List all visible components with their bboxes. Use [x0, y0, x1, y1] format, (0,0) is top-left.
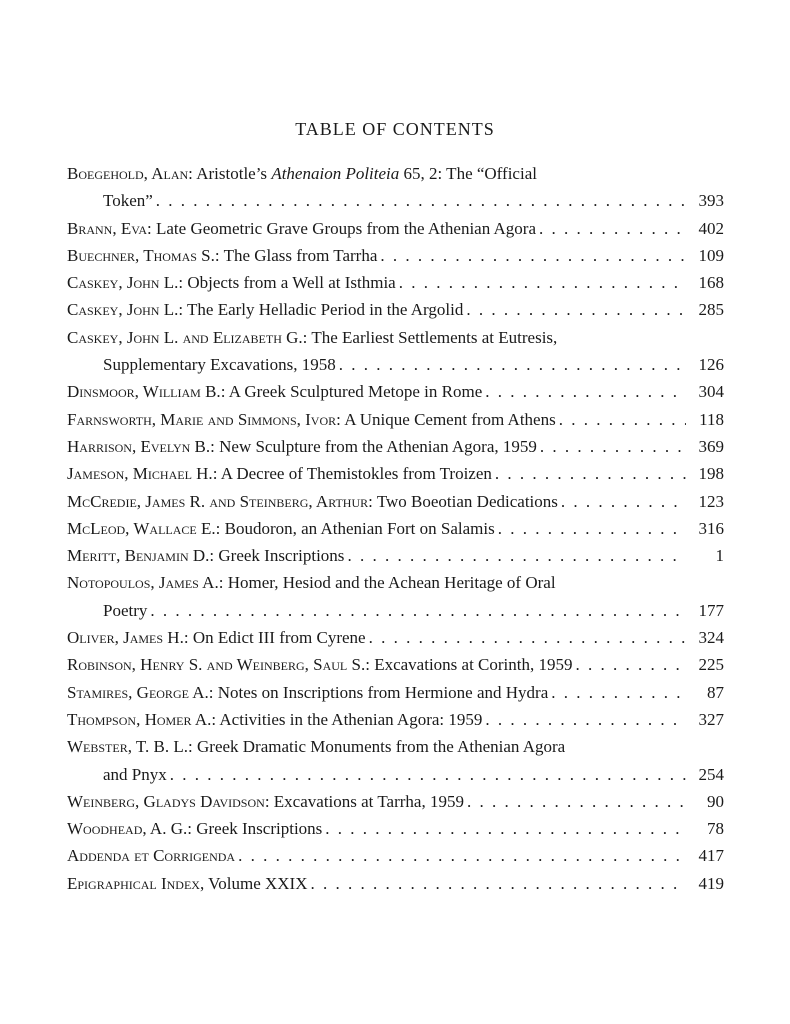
- entry-title: Greek Dramatic Monuments from the Athenian Agora: [197, 737, 566, 757]
- entry-title: A Unique Cement from Athens: [344, 409, 556, 429]
- entry-continuation-line: [67, 187, 724, 214]
- entry-page-number: 327: [698, 709, 724, 729]
- toc-list: [67, 160, 724, 897]
- dot-leader: [485, 706, 686, 733]
- entry-author: Boegehold, Alan: [67, 164, 189, 183]
- entry-first-line: [67, 215, 724, 242]
- entry-author: Jameson, Michael H.: [67, 464, 213, 484]
- dot-leader: [540, 433, 686, 460]
- entry-text: [67, 460, 492, 487]
- entry-separator: :: [210, 436, 220, 456]
- dot-leader: [399, 269, 686, 296]
- dot-leader: [466, 296, 686, 323]
- dot-leader: [170, 761, 686, 788]
- entry-first-line: [67, 815, 724, 842]
- entry-author: Farnsworth, Marie and Simmons, Ivor: [67, 409, 337, 429]
- dot-leader: [551, 679, 686, 706]
- entry-title: Aristotle’s: [196, 164, 272, 183]
- dot-leader: [339, 351, 686, 378]
- entry-title: Two Boeotian Dedications: [376, 491, 558, 511]
- dot-leader: [238, 842, 686, 869]
- entry-first-line: [67, 488, 724, 515]
- entry-page-number: 168: [698, 273, 724, 293]
- entry-title-continuation: Token”: [103, 191, 153, 211]
- toc-entry: [67, 378, 724, 405]
- entry-title-continuation: and Pnyx: [103, 764, 167, 784]
- entry-title: On Edict III from Cyrene: [192, 628, 366, 648]
- toc-entry: [67, 569, 724, 624]
- entry-title: The Glass from Tarrha: [223, 245, 378, 265]
- entry-page-number: 1: [715, 546, 724, 566]
- entry-continuation-line: [67, 597, 724, 624]
- toc-entry: [67, 296, 724, 323]
- entry-separator: :: [208, 682, 218, 702]
- entry-separator: :: [264, 791, 274, 811]
- entry-title: A Decree of Themistokles from Troizen: [220, 464, 492, 484]
- toc-entry: [67, 515, 724, 542]
- entry-separator: :: [188, 737, 197, 757]
- entry-first-line: [67, 296, 724, 323]
- dot-leader: [311, 870, 687, 897]
- toc-entry: [67, 624, 724, 651]
- entry-author: Dinsmoor, William B.: [67, 382, 221, 402]
- entry-author: Caskey, John L.: [67, 300, 179, 320]
- entry-author: Harrison, Evelyn B.: [67, 436, 211, 456]
- dot-leader: [561, 488, 686, 515]
- entry-page-number: 78: [707, 819, 724, 839]
- entry-author: Thompson, Homer A.: [67, 709, 212, 729]
- entry-page-number: 225: [698, 655, 724, 675]
- entry-separator: :: [211, 709, 220, 729]
- entry-separator: :: [215, 518, 225, 538]
- entry-page-number: 369: [698, 436, 724, 456]
- entry-first-line: [67, 788, 724, 815]
- entry-text: [67, 242, 377, 269]
- entry-author: Meritt, Benjamin D.: [67, 546, 210, 566]
- page-title: TABLE OF CONTENTS: [295, 119, 495, 139]
- entry-title: A Greek Sculptured Metope in Rome: [228, 382, 483, 402]
- entry-author: Weinberg, Gladys Davidson: [67, 791, 265, 811]
- toc-entry: [67, 651, 724, 678]
- entry-separator: :: [336, 409, 345, 429]
- toc-entry: [67, 215, 724, 242]
- entry-title: The Earliest Settlements at Eutresis,: [311, 327, 558, 347]
- entry-text: [67, 706, 482, 733]
- entry-first-line: [67, 460, 724, 487]
- entry-separator: :: [187, 819, 197, 839]
- toc-entry: [67, 788, 724, 815]
- entry-first-line: [67, 679, 724, 706]
- entry-text: [67, 651, 573, 678]
- toc-entry: [67, 324, 724, 379]
- entry-author: Epigraphical Index: [67, 873, 200, 893]
- entry-text: [67, 433, 537, 460]
- entry-first-line: [67, 733, 724, 760]
- entry-first-line: [67, 842, 724, 869]
- entry-title: Objects from a Well at Isthmia: [187, 273, 396, 293]
- entry-text: [67, 296, 463, 323]
- entry-separator: :: [209, 546, 219, 566]
- dot-leader: [485, 378, 686, 405]
- toc-entry: [67, 433, 724, 460]
- toc-entry: [67, 870, 724, 897]
- dot-leader: [150, 597, 686, 624]
- entry-page-number: 304: [698, 382, 724, 402]
- entry-page-number: 198: [698, 464, 724, 484]
- entry-author: Caskey, John L.: [67, 273, 179, 293]
- entry-author: Webster, T. B. L.: [67, 737, 189, 757]
- entry-title: Greek Inscriptions: [196, 819, 323, 839]
- entry-text: [67, 488, 558, 515]
- dot-leader: [498, 515, 686, 542]
- entry-page-number: 177: [698, 600, 724, 620]
- entry-page-number: 126: [698, 355, 724, 375]
- entry-first-line: [67, 406, 724, 433]
- entry-page-number: 109: [698, 245, 724, 265]
- entry-author: McLeod, Wallace E.: [67, 518, 216, 538]
- entry-first-line: [67, 651, 724, 678]
- entry-title-continuation: Supplementary Excavations, 1958: [103, 355, 336, 375]
- toc-entry: [67, 406, 724, 433]
- entry-text: [67, 733, 565, 760]
- entry-title: 65, 2: The “Official: [399, 164, 537, 183]
- dot-leader: [347, 542, 686, 569]
- entry-continuation-line: [67, 351, 724, 378]
- entry-first-line: [67, 515, 724, 542]
- entry-author: Oliver, James H.: [67, 628, 184, 648]
- entry-text: [67, 515, 495, 542]
- entry-page-number: 285: [698, 300, 724, 320]
- entry-author: Addenda et Corrigenda: [67, 846, 236, 866]
- entry-separator: :: [220, 382, 229, 402]
- toc-entry: [67, 679, 724, 706]
- entry-title: Excavations at Corinth, 1959: [374, 655, 573, 675]
- entry-page-number: 87: [707, 682, 724, 702]
- entry-text: [67, 269, 396, 296]
- entry-separator: :: [183, 628, 193, 648]
- toc-entry: [67, 242, 724, 269]
- entry-first-line: [67, 242, 724, 269]
- entry-title: Excavations at Tarrha, 1959: [273, 791, 464, 811]
- toc-entry: [67, 269, 724, 296]
- entry-text: [67, 542, 344, 569]
- entry-first-line: [67, 624, 724, 651]
- entry-text: [67, 679, 548, 706]
- toc-entry: [67, 542, 724, 569]
- entry-separator: :: [178, 300, 188, 320]
- entry-page-number: 123: [698, 491, 724, 511]
- toc-entry: [67, 488, 724, 515]
- entry-title: Late Geometric Grave Groups from the Athenian Agora: [156, 218, 537, 238]
- entry-page-number: 254: [698, 764, 724, 784]
- entry-text: [67, 624, 366, 651]
- entry-text: [67, 815, 322, 842]
- entry-page-number: 417: [698, 846, 724, 866]
- entry-page-number: 402: [698, 218, 724, 238]
- entry-first-line: [67, 870, 724, 897]
- entry-author: Buechner, Thomas S.: [67, 245, 215, 265]
- toc-entry: [67, 842, 724, 869]
- dot-leader: [156, 187, 686, 214]
- entry-text: [67, 378, 482, 405]
- entry-first-line: [67, 160, 724, 187]
- entry-author: McCredie, James R. and Steinberg, Arthur: [67, 491, 369, 511]
- toc-entry: [67, 733, 724, 788]
- entry-text: [67, 788, 464, 815]
- entry-separator: :: [218, 573, 228, 593]
- entry-text: [67, 569, 556, 596]
- entry-separator: :: [147, 218, 156, 238]
- entry-title: The Early Helladic Period in the Argolid: [187, 300, 464, 320]
- toc-entry: [67, 460, 724, 487]
- dot-leader: [369, 624, 686, 651]
- entry-text: [67, 324, 557, 351]
- entry-page-number: 419: [698, 873, 724, 893]
- toc-entry: [67, 815, 724, 842]
- entry-page-number: 118: [699, 409, 724, 429]
- entry-title: Volume XXIX: [208, 873, 308, 893]
- entry-page-number: 324: [698, 628, 724, 648]
- entry-title: New Sculpture from the Athenian Agora, 1959: [219, 436, 537, 456]
- dot-leader: [380, 242, 686, 269]
- entry-text: [67, 842, 235, 869]
- entry-separator: :: [365, 655, 375, 675]
- entry-first-line: [67, 324, 724, 351]
- entry-separator: :: [368, 491, 377, 511]
- entry-title: Homer, Hesiod and the Achean Heritage of Oral: [227, 573, 556, 593]
- entry-separator: :: [188, 164, 197, 183]
- entry-title: Activities in the Athenian Agora: 1959: [219, 709, 483, 729]
- entry-separator: :: [178, 273, 188, 293]
- dot-leader: [495, 460, 686, 487]
- dot-leader: [539, 215, 686, 242]
- entry-page-number: 393: [698, 191, 724, 211]
- entry-title: Notes on Inscriptions from Hermione and Hydra: [217, 682, 549, 702]
- entry-author: Caskey, John L. and Elizabeth G.: [67, 327, 303, 347]
- entry-author: Woodhead, A. G.: [67, 819, 188, 839]
- entry-text: [67, 215, 536, 242]
- entry-author: Robinson, Henry S. and Weinberg, Saul S.: [67, 655, 366, 675]
- entry-author: Stamires, George A.: [67, 682, 209, 702]
- entry-title: Boudoron, an Athenian Fort on Salamis: [224, 518, 495, 538]
- toc-entry: [67, 160, 724, 215]
- entry-first-line: [67, 569, 724, 596]
- entry-title-continuation: Poetry: [103, 600, 148, 620]
- entry-text: [67, 406, 556, 433]
- entry-page-number: 316: [698, 518, 724, 538]
- dot-leader: [467, 788, 686, 815]
- entry-text: [67, 160, 537, 187]
- dot-leader: [576, 651, 686, 678]
- entry-text: [67, 870, 308, 897]
- entry-first-line: [67, 433, 724, 460]
- toc-entry: [67, 706, 724, 733]
- dot-leader: [325, 815, 686, 842]
- entry-first-line: [67, 706, 724, 733]
- entry-author: Notopoulos, James A.: [67, 573, 219, 593]
- entry-separator: :: [212, 464, 221, 484]
- entry-first-line: [67, 542, 724, 569]
- entry-separator: :: [302, 327, 312, 347]
- entry-separator: ,: [199, 873, 209, 893]
- entry-title: Greek Inscriptions: [218, 546, 345, 566]
- entry-separator: :: [214, 245, 224, 265]
- entry-continuation-line: [67, 761, 724, 788]
- entry-first-line: [67, 269, 724, 296]
- entry-title-italic: Athenaion Politeia: [271, 164, 400, 183]
- entry-author: Brann, Eva: [67, 218, 148, 238]
- entry-page-number: 90: [707, 791, 724, 811]
- entry-first-line: [67, 378, 724, 405]
- dot-leader: [559, 406, 686, 433]
